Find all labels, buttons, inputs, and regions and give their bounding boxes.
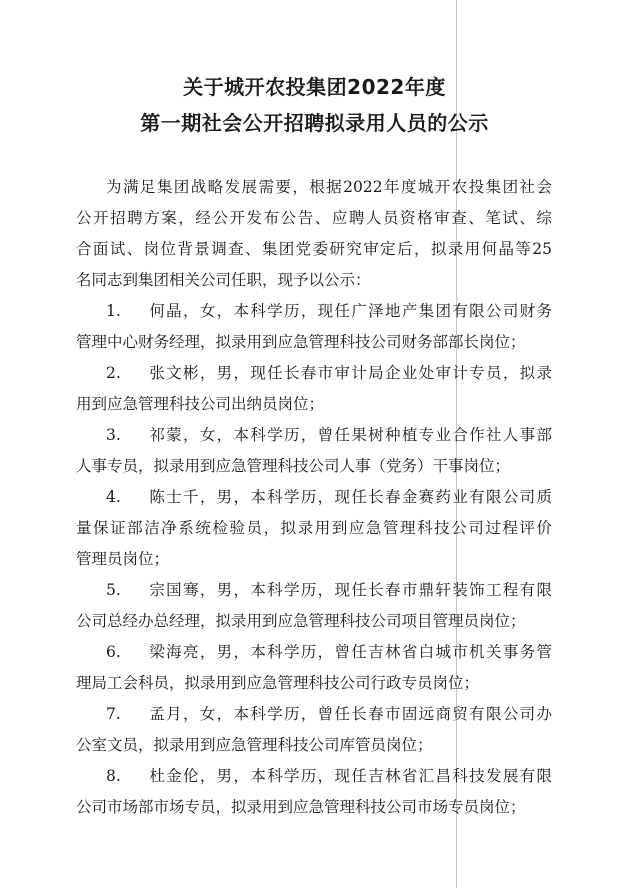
item-number: 5. — [106, 581, 121, 599]
item-number: 8. — [106, 767, 121, 785]
item-text: 用到应急管理科技公司出纳员岗位； — [76, 395, 325, 413]
item-text: 人事专员，拟录用到应急管理科技公司人事（党务）干事岗位； — [76, 457, 511, 475]
item-number: 6. — [106, 643, 121, 661]
item-text: 张文彬，男，现任长春市审计局企业处审计专员，拟录 — [148, 364, 552, 382]
intro-line: 为满足集团战略发展需要，根据2022年度城开农投集团社会 — [106, 178, 552, 196]
item-text: 杜金伦，男，本科学历，现任吉林省汇昌科技发展有限 — [148, 767, 552, 785]
list-item-7 — [76, 699, 552, 761]
item-number: 3. — [106, 426, 121, 444]
item-text: 何晶，女，本科学历，现任广泽地产集团有限公司财务 — [148, 302, 552, 320]
item-text: 管理中心财务经理，拟录用到应急管理科技公司财务部部长岗位； — [76, 333, 526, 351]
list-item-4 — [76, 482, 552, 575]
list-item-1 — [76, 296, 552, 358]
item-text: 陈士千，男，本科学历，现任长春金赛药业有限公司质 — [148, 488, 552, 506]
list-item-5 — [76, 575, 552, 637]
item-text: 梁海亮，男，本科学历，曾任吉林省白城市机关事务管 — [148, 643, 552, 661]
list-item-8 — [76, 761, 552, 823]
item-text: 管理员岗位； — [76, 550, 170, 568]
item-number: 7. — [106, 705, 121, 723]
intro-paragraph — [76, 172, 552, 296]
item-text: 公司总经办总经理，拟录用到应急管理科技公司项目管理员岗位； — [76, 612, 526, 630]
intro-line: 合面试、岗位背景调查、集团党委研究审定后，拟录用何晶等25 — [76, 240, 552, 258]
item-text: 量保证部洁净系统检验员，拟录用到应急管理科技公司过程评价 — [76, 519, 552, 537]
intro-line: 公开招聘方案，经公开发布公告、应聘人员资格审查、笔试、综 — [76, 209, 552, 227]
intro-line: 名同志到集团相关公司任职，现予以公示： — [76, 271, 371, 289]
item-text: 公司市场部市场专员，拟录用到应急管理科技公司市场专员岗位； — [76, 798, 526, 816]
item-number: 2. — [106, 364, 121, 382]
item-number: 1. — [106, 302, 121, 320]
item-text: 理局工会科员，拟录用到应急管理科技公司行政专员岗位； — [76, 674, 480, 692]
item-text: 宗国骞，男，本科学历，现任长春市鼎轩装饰工程有限 — [148, 581, 552, 599]
item-text: 祁蒙，女，本科学历，曾任果树种植专业合作社人事部 — [148, 426, 552, 444]
list-item-3 — [76, 420, 552, 482]
document-title-line-1: 关于城开农投集团2022年度 — [183, 75, 446, 99]
list-item-2 — [76, 358, 552, 420]
item-text: 孟月，女，本科学历，曾任长春市固远商贸有限公司办 — [148, 705, 552, 723]
document-title-line-2: 第一期社会公开招聘拟录用人员的公示 — [140, 111, 489, 135]
item-text: 公室文员，拟录用到应急管理科技公司库管员岗位； — [76, 736, 433, 754]
item-number: 4. — [106, 488, 121, 506]
list-item-6 — [76, 637, 552, 699]
